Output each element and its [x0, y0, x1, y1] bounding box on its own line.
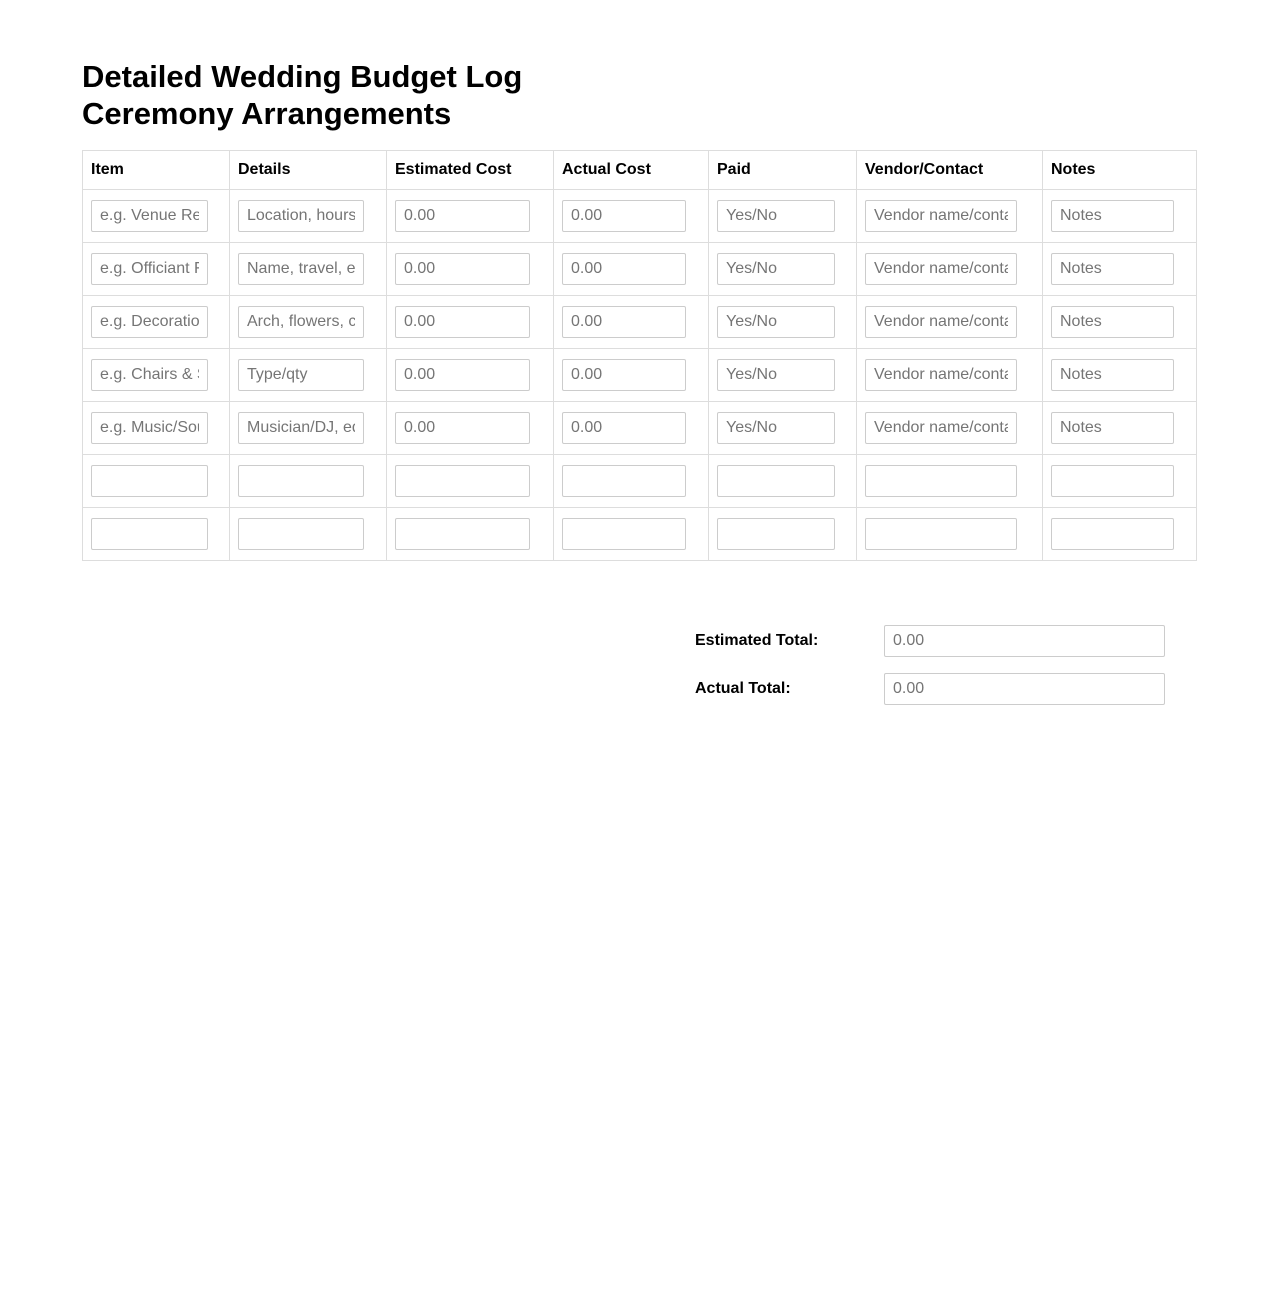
cell-notes	[1043, 455, 1197, 508]
cell-vendor	[857, 455, 1043, 508]
cell-actual	[554, 243, 709, 296]
cell-paid	[709, 349, 857, 402]
actual-cost-input[interactable]	[562, 253, 686, 285]
paid-input[interactable]	[717, 253, 835, 285]
paid-input[interactable]	[717, 200, 835, 232]
vendor-contact-input[interactable]	[865, 412, 1017, 444]
actual-cost-input[interactable]	[562, 359, 686, 391]
table-row	[83, 296, 1197, 349]
paid-input[interactable]	[717, 359, 835, 391]
estimated-total-label: Estimated Total:	[695, 632, 819, 649]
estimated-cost-input[interactable]	[395, 465, 530, 497]
cell-details	[230, 455, 387, 508]
cell-paid	[709, 296, 857, 349]
cell-paid	[709, 508, 857, 561]
details-input[interactable]	[238, 306, 364, 338]
actual-cost-input[interactable]	[562, 465, 686, 497]
vendor-contact-input[interactable]	[865, 253, 1017, 285]
actual-total-row	[695, 673, 1165, 705]
cell-actual	[554, 296, 709, 349]
cell-notes	[1043, 349, 1197, 402]
page-title	[82, 58, 522, 132]
cell-vendor	[857, 243, 1043, 296]
cell-actual	[554, 190, 709, 243]
cell-estimated	[387, 508, 554, 561]
notes-input[interactable]	[1051, 465, 1174, 497]
cell-notes	[1043, 402, 1197, 455]
header-vendor-contact: Vendor/Contact	[857, 151, 1043, 190]
cell-vendor	[857, 349, 1043, 402]
actual-total-label: Actual Total:	[695, 680, 791, 697]
cell-actual	[554, 508, 709, 561]
cell-details	[230, 349, 387, 402]
cell-details	[230, 296, 387, 349]
header-paid: Paid	[709, 151, 857, 190]
estimated-cost-input[interactable]	[395, 200, 530, 232]
vendor-contact-input[interactable]	[865, 200, 1017, 232]
header-actual-cost: Actual Cost	[554, 151, 709, 190]
cell-estimated	[387, 402, 554, 455]
estimated-total-input[interactable]	[884, 625, 1165, 657]
estimated-cost-input[interactable]	[395, 359, 530, 391]
notes-input[interactable]	[1051, 253, 1174, 285]
cell-paid	[709, 190, 857, 243]
table-row	[83, 243, 1197, 296]
actual-cost-input[interactable]	[562, 518, 686, 550]
cell-paid	[709, 243, 857, 296]
paid-input[interactable]	[717, 518, 835, 550]
cell-item	[83, 243, 230, 296]
actual-cost-input[interactable]	[562, 200, 686, 232]
details-input[interactable]	[238, 359, 364, 391]
actual-total-input[interactable]	[884, 673, 1165, 705]
estimated-cost-input[interactable]	[395, 306, 530, 338]
notes-input[interactable]	[1051, 200, 1174, 232]
paid-input[interactable]	[717, 306, 835, 338]
page-subtitle: Ceremony Arrangements	[82, 96, 452, 131]
cell-estimated	[387, 349, 554, 402]
cell-actual	[554, 455, 709, 508]
cell-notes	[1043, 296, 1197, 349]
details-input[interactable]	[238, 465, 364, 497]
item-input[interactable]	[91, 465, 208, 497]
budget-table	[82, 150, 1197, 561]
table-row	[83, 190, 1197, 243]
details-input[interactable]	[238, 412, 364, 444]
cell-item	[83, 402, 230, 455]
details-input[interactable]	[238, 253, 364, 285]
paid-input[interactable]	[717, 412, 835, 444]
notes-input[interactable]	[1051, 518, 1174, 550]
paid-input[interactable]	[717, 465, 835, 497]
cell-notes	[1043, 243, 1197, 296]
cell-item	[83, 190, 230, 243]
table-row	[83, 349, 1197, 402]
cell-item	[83, 508, 230, 561]
table-row	[83, 402, 1197, 455]
table-row	[83, 508, 1197, 561]
vendor-contact-input[interactable]	[865, 465, 1017, 497]
actual-cost-input[interactable]	[562, 306, 686, 338]
page-title-line-1: Detailed Wedding Budget Log	[82, 59, 523, 94]
cell-details	[230, 402, 387, 455]
cell-item	[83, 349, 230, 402]
item-input[interactable]	[91, 359, 208, 391]
item-input[interactable]	[91, 518, 208, 550]
vendor-contact-input[interactable]	[865, 518, 1017, 550]
cell-estimated	[387, 243, 554, 296]
cell-item	[83, 455, 230, 508]
item-input[interactable]	[91, 412, 208, 444]
cell-vendor	[857, 402, 1043, 455]
details-input[interactable]	[238, 200, 364, 232]
cell-details	[230, 190, 387, 243]
vendor-contact-input[interactable]	[865, 359, 1017, 391]
item-input[interactable]	[91, 253, 208, 285]
cell-vendor	[857, 190, 1043, 243]
cell-actual	[554, 402, 709, 455]
header-item: Item	[83, 151, 230, 190]
cell-estimated	[387, 190, 554, 243]
estimated-total-row	[695, 625, 1165, 657]
estimated-cost-input[interactable]	[395, 253, 530, 285]
header-notes: Notes	[1043, 151, 1197, 190]
cell-details	[230, 508, 387, 561]
table-header-row	[83, 151, 1197, 190]
table-row	[83, 455, 1197, 508]
header-estimated-cost: Estimated Cost	[387, 151, 554, 190]
cell-details	[230, 243, 387, 296]
item-input[interactable]	[91, 306, 208, 338]
cell-estimated	[387, 296, 554, 349]
details-input[interactable]	[238, 518, 364, 550]
notes-input[interactable]	[1051, 306, 1174, 338]
cell-notes	[1043, 190, 1197, 243]
cell-paid	[709, 402, 857, 455]
cell-actual	[554, 349, 709, 402]
cell-vendor	[857, 508, 1043, 561]
cell-item	[83, 296, 230, 349]
estimated-cost-input[interactable]	[395, 412, 530, 444]
actual-cost-input[interactable]	[562, 412, 686, 444]
vendor-contact-input[interactable]	[865, 306, 1017, 338]
cell-paid	[709, 455, 857, 508]
notes-input[interactable]	[1051, 359, 1174, 391]
item-input[interactable]	[91, 200, 208, 232]
totals-section	[695, 625, 1165, 721]
header-details: Details	[230, 151, 387, 190]
estimated-cost-input[interactable]	[395, 518, 530, 550]
notes-input[interactable]	[1051, 412, 1174, 444]
cell-estimated	[387, 455, 554, 508]
cell-notes	[1043, 508, 1197, 561]
cell-vendor	[857, 296, 1043, 349]
